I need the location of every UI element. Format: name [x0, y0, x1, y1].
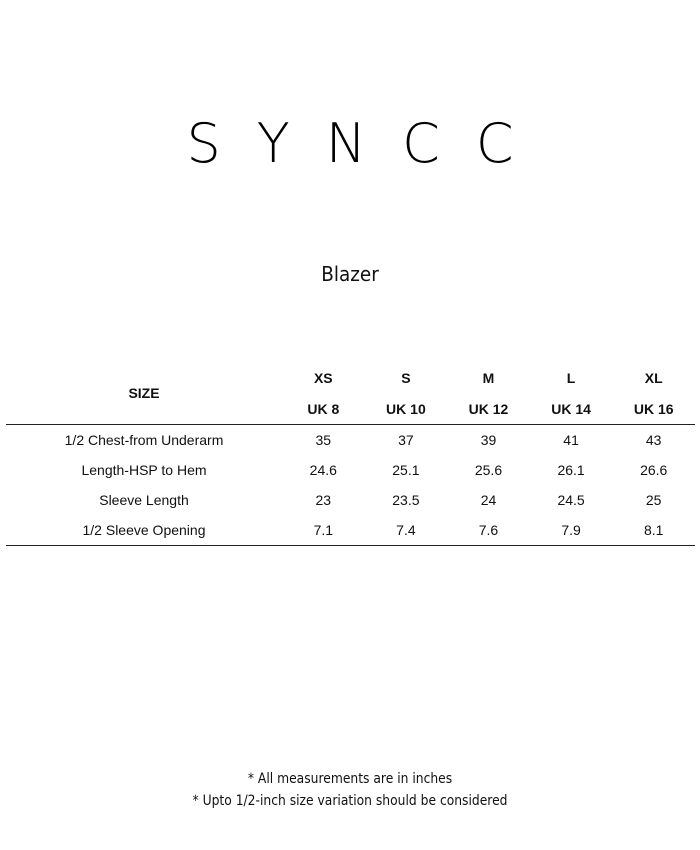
uk-size-header: UK 16	[612, 393, 695, 425]
uk-size-header: UK 10	[365, 393, 448, 425]
table-row	[6, 515, 695, 546]
table-row	[6, 425, 695, 456]
size-header-s: S	[401, 369, 411, 386]
table-row	[6, 485, 695, 515]
uk-size-header: UK 12	[447, 393, 530, 425]
size-header-xl: XL	[644, 369, 663, 386]
measurement-value: 7.9	[530, 515, 613, 546]
measurement-label: 1/2 Sleeve Opening	[6, 515, 282, 546]
size-header-xs: XS	[313, 369, 333, 386]
measurement-value: 8.1	[612, 515, 695, 546]
measurement-value: 23.5	[392, 492, 420, 508]
measurement-value: 43	[645, 432, 662, 448]
uk-size-header: UK 14	[530, 393, 613, 425]
footnote-variation: * Upto 1/2-inch size variation should be considered	[192, 793, 508, 809]
measurement-value: 25	[645, 492, 662, 508]
measurement-value: 39	[480, 432, 497, 448]
size-chart-table	[6, 362, 695, 546]
size-header-row	[6, 362, 695, 393]
measurement-value: 25.6	[474, 462, 503, 478]
measurement-value: 7.1	[282, 515, 365, 546]
measurement-value: 23	[315, 492, 332, 508]
measurement-label: Sleeve Length	[99, 492, 189, 508]
measurement-value: 26.6	[640, 462, 668, 478]
measurement-value: 37	[398, 432, 414, 448]
uk-size-header: UK 8	[282, 393, 365, 425]
footnote-units: * All measurements are in inches	[247, 771, 453, 787]
measurement-value: 25.1	[392, 462, 420, 478]
measurement-value: 24.5	[557, 492, 585, 508]
measurement-value: 7.4	[365, 515, 448, 546]
measurement-value: 24.6	[309, 462, 337, 478]
measurement-label: Length-HSP to Hem	[81, 462, 207, 478]
measurement-value: 26.1	[557, 462, 585, 478]
size-header-l: L	[566, 369, 576, 386]
size-column-header: SIZE	[6, 362, 282, 425]
table-row	[6, 455, 695, 485]
brand-logo: SYNCC	[186, 112, 550, 175]
size-header-m: M	[482, 369, 495, 386]
measurement-value: 35	[315, 432, 332, 448]
measurement-value: 7.6	[447, 515, 530, 546]
measurement-value: 41	[563, 432, 579, 448]
measurement-value: 24	[480, 492, 497, 508]
footnotes	[0, 768, 700, 812]
measurement-label: 1/2 Chest-from Underarm	[64, 432, 224, 448]
product-title: Blazer	[321, 262, 379, 286]
